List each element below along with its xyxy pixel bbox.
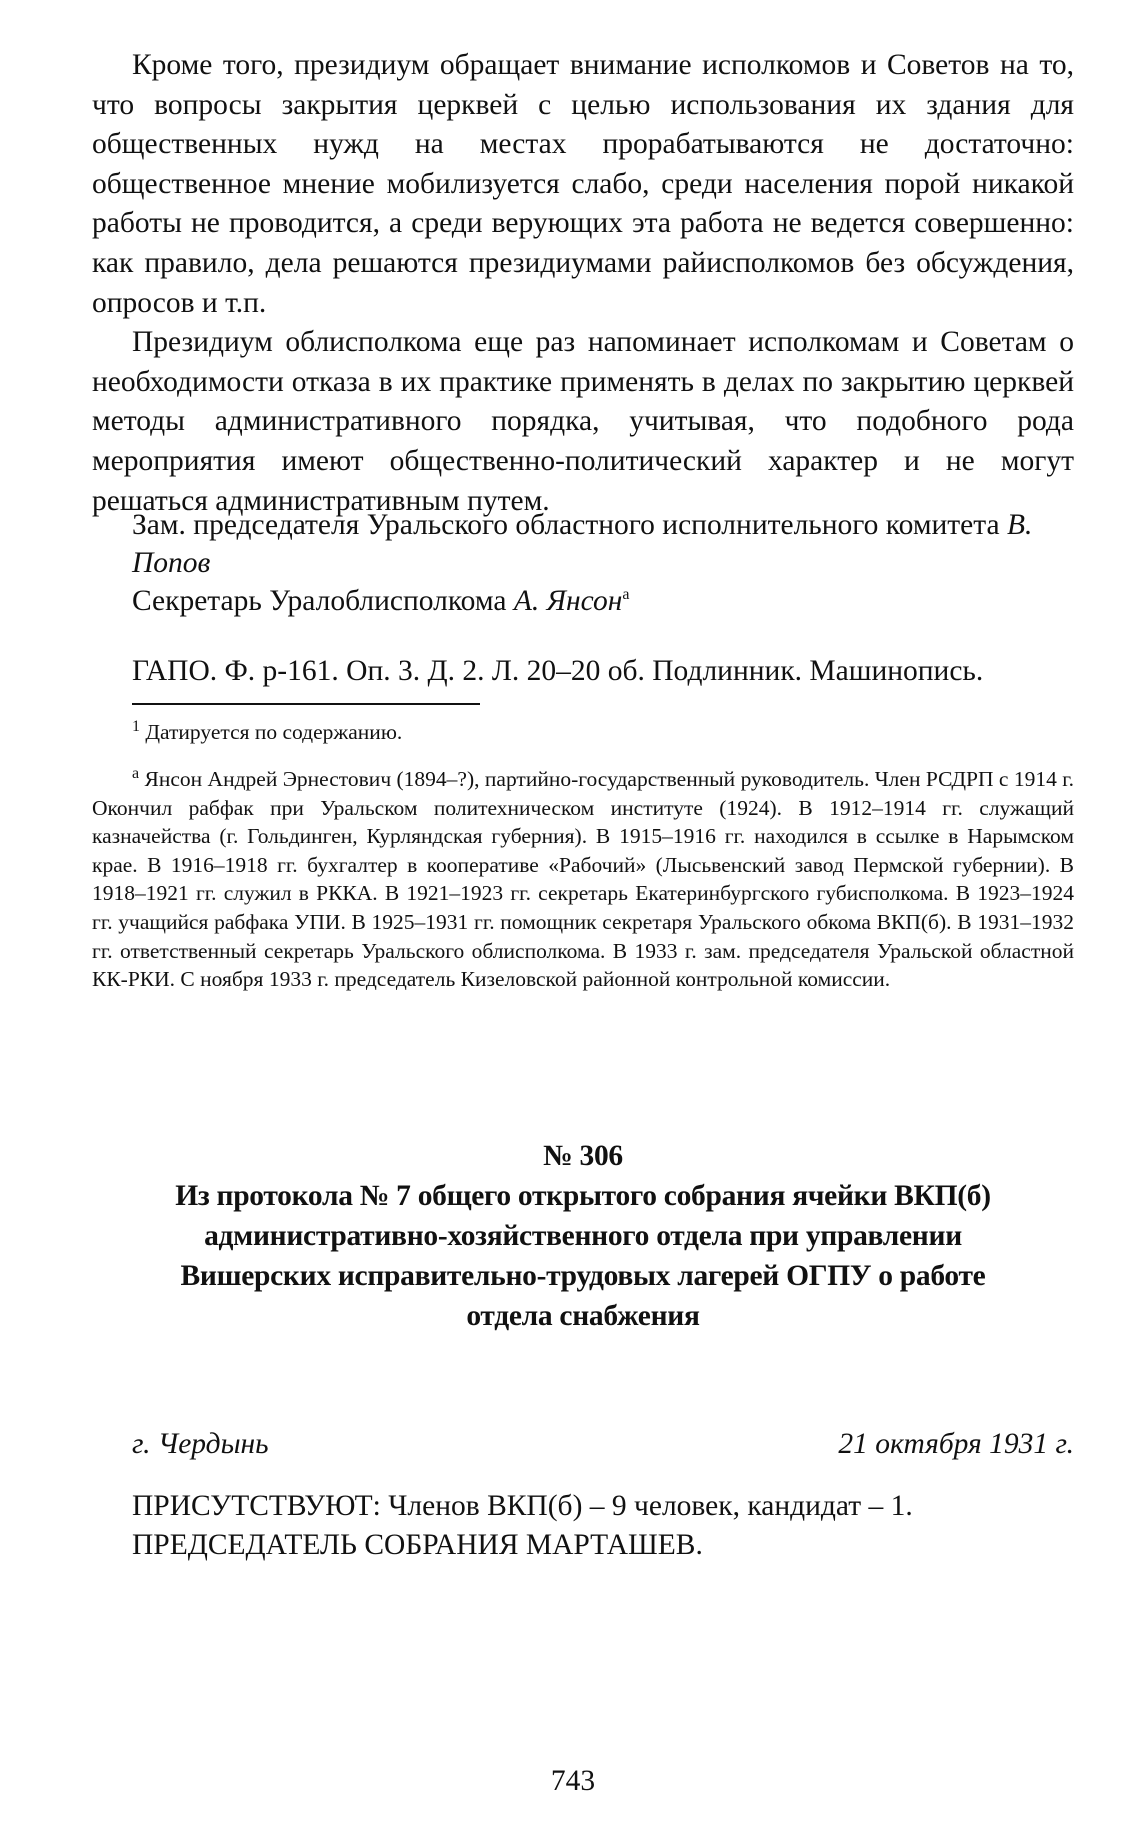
document-title-line-1: Из протокола № 7 общего открытого собрания ячейки ВКП(б) [175,1180,991,1212]
archive-reference: ГАПО. Ф. р-161. Оп. 3. Д. 2. Л. 20–20 об. Подлинник. Машинопись. [132,655,984,687]
document-title-line-2: административно-хозяйственного отдела при управлении [204,1220,962,1252]
footnote-a [92,765,1074,994]
footnote-1 [92,718,1074,747]
footnote-ref-a: а [622,586,630,604]
signature-block [92,506,1114,620]
footnote-a-text: Янсон Андрей Эрнестович (1894–?), партийно-государственный руководитель. Член РСДРП с 1914 г. Окончил рабфак при Уральском политехническом институте (1924). В 1912–1914 гг. служащий казначейства (г. Гольдинген, Курляндская губерния). В 1915–1916 гг. находился в ссылке в Нарымском крае. В 1916–1918 гг. бухгалтер в кооперативе «Рабочий» (Лысьвенский завод Пермской губернии). В 1918–1921 гг. служил в РККА. В 1921–1923 гг. секретарь Екатеринбургского губисполкома. В 1923–1924 гг. учащийся рабфака УПИ. В 1925–1931 гг. помощник секретаря Уральского обкома ВКП(б). В 1931–1932 гг. ответственный секретарь Уральского облисполкома. В 1933 г. зам. председателя Уральской областной КК-РКИ. С ноября 1933 г. председатель Кизеловской районной контрольной комиссии. [92,767,1074,992]
footnote-mark-1: 1 [132,717,140,735]
chairman-line: ПРЕДСЕДАТЕЛЬ СОБРАНИЯ МАРТАШЕВ. [132,1529,703,1561]
footnote-separator-wrap [92,703,1074,705]
document-number: № 306 [543,1140,623,1172]
place-date-line [92,1428,1074,1461]
attendance-line: ПРИСУТСТВУЮТ: Членов ВКП(б) – 9 человек, кандидат – 1. [132,1490,913,1522]
body-text [92,46,1074,521]
paragraph-closing-churches: Кроме того, президиум обращает внимание исполкомов и Советов на то, что вопросы закрытия церквей с целью использования их здания для общественных нужд на местах прорабатываются не достаточно: общественное мнение мобилизуется слабо, среди населения порой никакой работы не проводится, а среди верующих эта работа не ведется совершенно: как правило, дела решаются президиумами райисполкомов без обсуждения, опросов и т.п. [92,49,1074,319]
secretary-name: А. Янсон [513,585,623,617]
document-header [92,1136,1074,1336]
footnote-1-text: Датируется по содержанию. [145,720,403,744]
page-number: 743 [550,1765,596,1797]
footnote-separator [132,703,480,705]
document-date: 21 октября 1931 г. [838,1428,1074,1460]
deputy-name: В. Попов [132,509,1033,579]
document-title-line-3: Вишерских исправительно-трудовых лагерей ОГПУ о работе [180,1260,986,1292]
deputy-signature: Зам. председателя Уральского областного исполнительного комитета В. Попов [132,509,1033,579]
footnote-mark-a: а [132,764,140,782]
secretary-signature: Секретарь Уралоблисполкома А. Янсон$^а$ [132,585,630,617]
paragraph-reminder: Президиум облисполкома еще раз напоминает исполкомам и Советам о необходимости отказа в их практике применять в делах по закрытию церквей методы административного порядка, учитывая, что подобного рода мероприятия имеют общественно-политический характер и не могут решаться административным путем. [92,326,1074,517]
document-place: г. Чердынь [132,1428,269,1460]
document-title-line-4: отдела снабжения [466,1300,700,1332]
attendance-block [92,1487,1114,1565]
